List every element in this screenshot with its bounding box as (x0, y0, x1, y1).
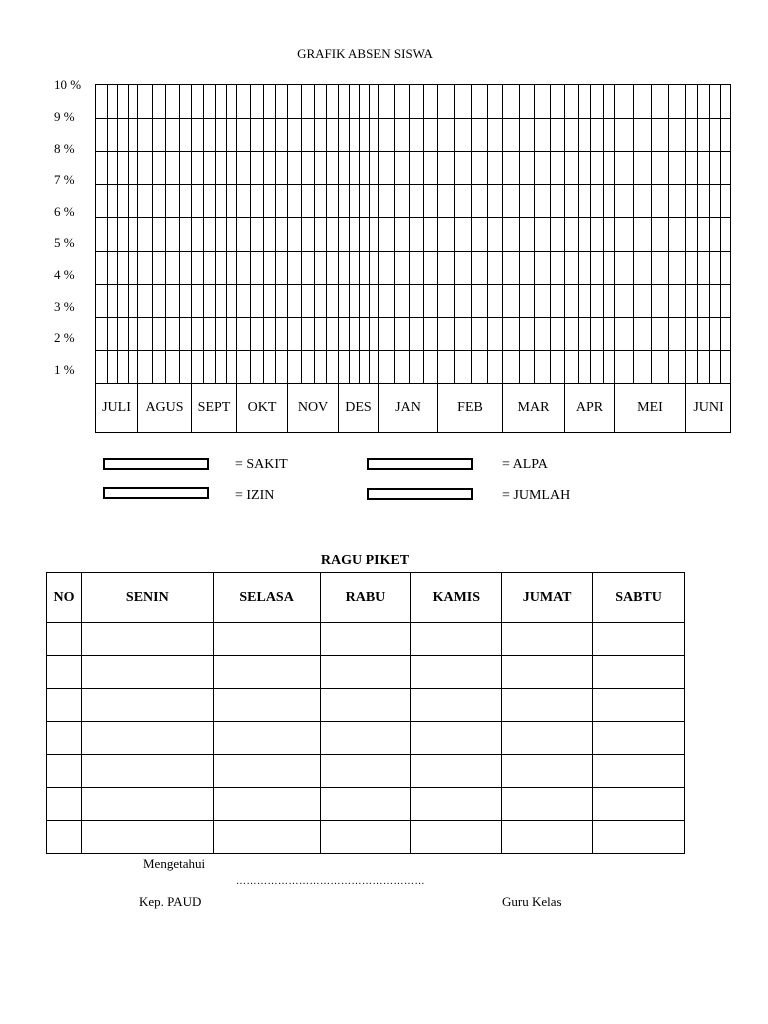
grid-vline (236, 85, 237, 383)
piket-cell[interactable] (502, 722, 593, 755)
piket-cell[interactable] (47, 755, 82, 788)
header-senin: SENIN (81, 573, 213, 623)
piket-cell[interactable] (213, 755, 320, 788)
grid-vline (301, 85, 302, 383)
grid-vline (454, 85, 455, 383)
piket-cell[interactable] (411, 722, 502, 755)
legend-label-alpa: = ALPA (502, 457, 548, 472)
header-no: NO (47, 573, 82, 623)
piket-cell[interactable] (593, 755, 685, 788)
grid-vline (437, 85, 438, 383)
y-tick-label: 8 % (54, 141, 75, 156)
piket-cell[interactable] (47, 821, 82, 854)
piket-cell[interactable] (502, 821, 593, 854)
y-tick-label: 4 % (54, 267, 75, 282)
piket-title: RAGU PIKET (320, 553, 410, 568)
header-rabu: RABU (320, 573, 411, 623)
grid-vline (603, 85, 604, 383)
grid-vline (250, 85, 251, 383)
grid-vline (215, 85, 216, 383)
piket-cell[interactable] (213, 821, 320, 854)
piket-cell[interactable] (320, 755, 411, 788)
y-tick-label: 3 % (54, 299, 75, 314)
piket-row (47, 788, 685, 821)
grid-vline (338, 85, 339, 383)
y-tick-label: 2 % (54, 330, 75, 345)
signature-dots: ……………………………………………… (236, 876, 425, 887)
grid-vline (128, 85, 129, 383)
grid-vline (614, 85, 615, 383)
piket-row (47, 821, 685, 854)
piket-cell[interactable] (593, 821, 685, 854)
kep-paud-label: Kep. PAUD (139, 894, 202, 909)
grid-vline (423, 85, 424, 383)
y-tick-label: 6 % (54, 204, 75, 219)
grid-vline (590, 85, 591, 383)
grid-vline (550, 85, 551, 383)
piket-cell[interactable] (320, 623, 411, 656)
piket-cell[interactable] (411, 623, 502, 656)
grid-vline (179, 85, 180, 383)
grid-vline (107, 85, 108, 383)
grid-vline (287, 85, 288, 383)
piket-cell[interactable] (81, 755, 213, 788)
month-label: MAR (503, 384, 565, 432)
piket-cell[interactable] (411, 689, 502, 722)
grid-vline (633, 85, 634, 383)
grid-vline (275, 85, 276, 383)
piket-cell[interactable] (81, 722, 213, 755)
month-label: DES (339, 384, 379, 432)
piket-cell[interactable] (411, 656, 502, 689)
piket-cell[interactable] (502, 656, 593, 689)
chart-title: GRAFIK ABSEN SISWA (297, 46, 433, 61)
month-label: JAN (379, 384, 438, 432)
month-label: MEI (615, 384, 686, 432)
header-sabtu: SABTU (593, 573, 685, 623)
piket-row (47, 656, 685, 689)
grid-vline (369, 85, 370, 383)
legend-swatch-jumlah (367, 488, 473, 500)
header-jumat: JUMAT (502, 573, 593, 623)
piket-row (47, 623, 685, 656)
grid-vline (191, 85, 192, 383)
piket-cell[interactable] (593, 722, 685, 755)
piket-cell[interactable] (593, 689, 685, 722)
y-tick-label: 9 % (54, 109, 75, 124)
grid-vline (117, 85, 118, 383)
piket-cell[interactable] (502, 689, 593, 722)
grid-vline (685, 85, 686, 383)
piket-cell[interactable] (213, 788, 320, 821)
piket-table (46, 572, 685, 854)
piket-cell[interactable] (411, 755, 502, 788)
grid-vline (326, 85, 327, 383)
grid-vline (314, 85, 315, 383)
piket-cell[interactable] (593, 656, 685, 689)
piket-header-row (47, 573, 685, 623)
month-axis (95, 383, 731, 433)
grid-vline (534, 85, 535, 383)
piket-cell[interactable] (47, 689, 82, 722)
grid-vline (152, 85, 153, 383)
y-tick-label: 7 % (54, 172, 75, 187)
legend-label-sakit: = SAKIT (235, 457, 288, 472)
header-selasa: SELASA (213, 573, 320, 623)
piket-cell[interactable] (320, 821, 411, 854)
month-label: FEB (438, 384, 503, 432)
grid-vline (409, 85, 410, 383)
grid-vline (578, 85, 579, 383)
piket-row (47, 755, 685, 788)
mengetahui-label: Mengetahui (143, 856, 206, 871)
piket-cell[interactable] (502, 755, 593, 788)
legend-swatch-alpa (367, 458, 473, 470)
piket-cell[interactable] (320, 788, 411, 821)
grid-vline (519, 85, 520, 383)
piket-cell[interactable] (320, 722, 411, 755)
legend-label-izin: = IZIN (235, 488, 275, 503)
month-label: APR (565, 384, 615, 432)
grid-vline (226, 85, 227, 383)
piket-cell[interactable] (502, 788, 593, 821)
grid-vline (263, 85, 264, 383)
grid-vline (394, 85, 395, 383)
grid-vline (137, 85, 138, 383)
grid-vline (359, 85, 360, 383)
grid-vline (709, 85, 710, 383)
piket-cell[interactable] (213, 656, 320, 689)
piket-cell[interactable] (47, 623, 82, 656)
piket-cell[interactable] (593, 788, 685, 821)
piket-cell[interactable] (47, 722, 82, 755)
piket-cell[interactable] (81, 788, 213, 821)
piket-cell[interactable] (502, 623, 593, 656)
month-label: JULI (96, 384, 138, 432)
grid-vline (564, 85, 565, 383)
y-tick-label: 5 % (54, 235, 75, 250)
piket-cell[interactable] (81, 656, 213, 689)
grid-vline (378, 85, 379, 383)
grid-vline (471, 85, 472, 383)
piket-cell[interactable] (213, 689, 320, 722)
month-label: NOV (288, 384, 339, 432)
grid-vline (697, 85, 698, 383)
grid-vline (720, 85, 721, 383)
piket-cell[interactable] (320, 689, 411, 722)
month-label: AGUS (138, 384, 192, 432)
month-label: JUNI (693, 400, 724, 415)
y-tick-label: 10 % (54, 77, 82, 92)
legend-swatch-sakit (103, 458, 209, 470)
grid-vline (651, 85, 652, 383)
piket-cell[interactable] (411, 821, 502, 854)
piket-cell[interactable] (81, 623, 213, 656)
grid-vline (203, 85, 204, 383)
piket-cell[interactable] (47, 788, 82, 821)
piket-cell[interactable] (213, 722, 320, 755)
piket-cell[interactable] (81, 821, 213, 854)
chart-grid (95, 84, 731, 384)
grid-vline (349, 85, 350, 383)
grid-vline (165, 85, 166, 383)
legend-label-jumlah: = JUMLAH (502, 488, 571, 503)
guru-kelas-label: Guru Kelas (502, 894, 562, 909)
y-tick-label: 1 % (54, 362, 75, 377)
piket-row (47, 689, 685, 722)
grid-vline (487, 85, 488, 383)
month-label: OKT (237, 384, 288, 432)
legend-swatch-izin (103, 487, 209, 499)
piket-cell[interactable] (47, 656, 82, 689)
month-label: SEPT (192, 384, 237, 432)
header-kamis: KAMIS (411, 573, 502, 623)
piket-cell[interactable] (593, 623, 685, 656)
piket-cell[interactable] (81, 689, 213, 722)
piket-cell[interactable] (213, 623, 320, 656)
piket-cell[interactable] (411, 788, 502, 821)
piket-row (47, 722, 685, 755)
grid-vline (668, 85, 669, 383)
grid-vline (502, 85, 503, 383)
piket-cell[interactable] (320, 656, 411, 689)
